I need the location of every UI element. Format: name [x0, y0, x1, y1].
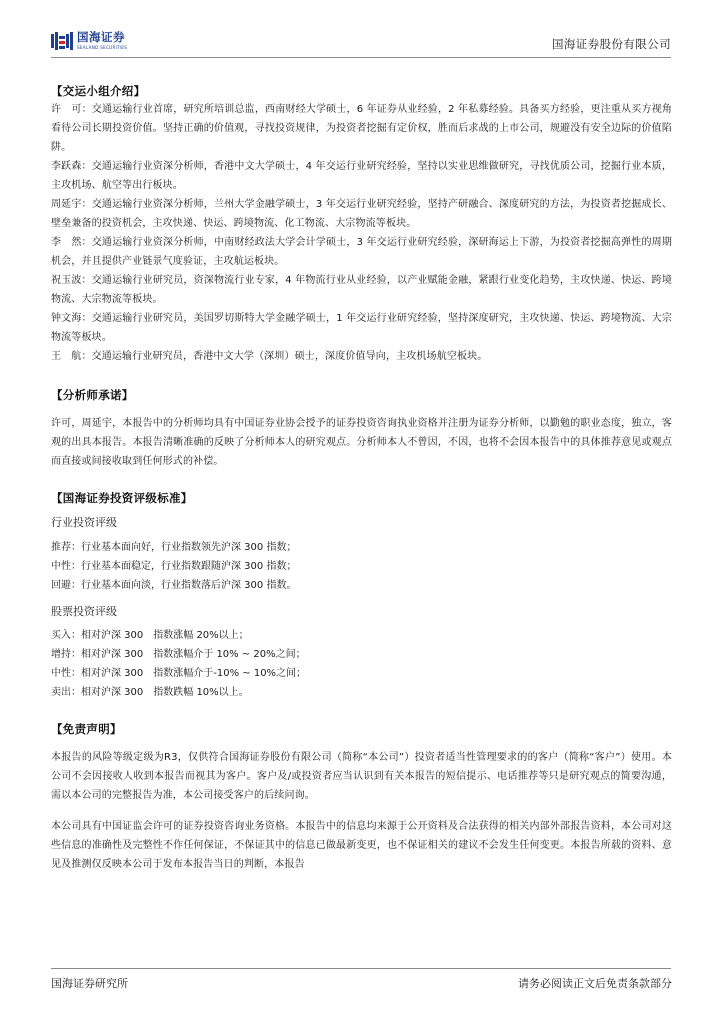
member-entry: 钟文海：交通运输行业研究员，美国罗切斯特大学金融学硕士，1 年交运行业研究经验，坚持深度研究，主攻快递、快运、跨境物流、大宗物流等板块。 — [51, 313, 672, 343]
page-header — [51, 27, 671, 57]
industry-rating-title: 行业投资评级 — [51, 516, 117, 529]
member-entry: 祝玉波：交通运输行业研究员，资深物流行业专家，4 年物流行业从业经验，以产业赋能金融，紧跟行业变化趋势，主攻快递、快运、跨境物流、大宗物流等板块。 — [51, 275, 672, 305]
main-content — [51, 78, 672, 874]
footer-divider — [51, 968, 671, 969]
rating-item: 中性：相对沪深 300 指数涨幅介于-10% ~ 10%之间； — [51, 668, 307, 679]
stock-rating-list — [51, 626, 672, 702]
sealand-logo-icon — [51, 32, 73, 50]
team-members — [51, 100, 672, 366]
footer-institute: 国海证券研究所 — [51, 977, 128, 990]
disclaimer-paragraph-1: 本报告的风险等级定级为R3，仅供符合国海证券股份有限公司（简称“本公司”）投资者适当性管理要求的的客户（简称“客户”）使用。本公司不会因接收人收到本报告而视其为客户。客户及/或投资者应当认识到有关本报告的短信提示、电话推荐等只是研究观点的简要沟通，需以本公司的完整报告为准，本公司接受客户的后续问询。 — [51, 752, 672, 801]
header-divider — [51, 57, 671, 58]
stock-rating-title: 股票投资评级 — [51, 605, 117, 618]
commitment-text: 许可，周延宇，本报告中的分析师均具有中国证券业协会授予的证券投资咨询执业资格并注册为证券分析师，以勤勉的职业态度，独立，客观的出具本报告。本报告清晰准确的反映了分析师本人的研究观点。分析师本人不曾因，不因，也将不会因本报告中的具体推荐意见或观点而直接或间接收取到任何形式的补偿。 — [51, 418, 672, 467]
member-entry: 许 可：交通运输行业首席，研究所培训总监，西南财经大学硕士，6 年证券从业经验，2 年私募经验。具备买方经验，更注重从买方视角看待公司长期投资价值。坚持正确的价值观，寻找投资规律，为投资者挖掘有定价权，胜而后求战的上市公司，规避没有安全边际的价值陷阱。 — [51, 104, 672, 153]
commitment-section-title: 【分析师承诺】 — [51, 388, 134, 402]
industry-rating-list — [51, 538, 672, 595]
rating-item: 卖出：相对沪深 300 指数跌幅 10%以上。 — [51, 687, 249, 698]
logo-cn-text: 国海证券 — [77, 30, 125, 45]
rating-item: 增持：相对沪深 300 指数涨幅介于 10% ~ 20%之间； — [51, 649, 306, 660]
header-company-name: 国海证券股份有限公司 — [552, 37, 671, 51]
member-entry: 李跃森：交通运输行业资深分析师，香港中文大学硕士，4 年交运行业研究经验，坚持以实业思维做研究，寻找优质公司，挖掘行业本质，主攻机场、航空等出行板块。 — [51, 161, 672, 191]
rating-item: 推荐：行业基本面向好，行业指数领先沪深 300 指数； — [51, 542, 297, 553]
rating-item: 回避：行业基本面向淡，行业指数落后沪深 300 指数。 — [51, 580, 297, 591]
footer-notice: 请务必阅读正文后免责条款部分 — [518, 977, 672, 990]
member-entry: 王 航：交通运输行业研究员，香港中文大学（深圳）硕士，深度价值导向，主攻机场航空板块。 — [51, 351, 488, 362]
logo-en-text: SEALAND SECURITIES — [77, 44, 128, 50]
company-logo — [51, 31, 127, 51]
team-section-title: 【交运小组介绍】 — [51, 84, 146, 98]
rating-section-title: 【国海证券投资评级标准】 — [51, 491, 193, 505]
disclaimer-paragraph-2: 本公司具有中国证监会许可的证券投资咨询业务资格。本报告中的信息均来源于公开资料及合法获得的相关内部外部报告资料，本公司对这些信息的准确性及完整性不作任何保证，不保证其中的信息已做最新变更，也不保证相关的建议不会发生任何变更。本报告所载的资料、意见及推测仅反映本公司于发布本报告当日的判断，本报告 — [51, 821, 672, 870]
rating-item: 中性：行业基本面稳定，行业指数跟随沪深 300 指数； — [51, 561, 297, 572]
rating-item: 买入：相对沪深 300 指数涨幅 20%以上； — [51, 630, 249, 641]
disclaimer-section-title: 【免责声明】 — [51, 722, 122, 736]
member-entry: 周延宇：交通运输行业资深分析师，兰州大学金融学硕士，3 年交运行业研究经验，坚持产研融合、深度研究的方法，为投资者挖掘成长、壁垒兼备的投资机会，主攻快递、快运、跨境物流、化工物流、大宗物流等板块。 — [51, 199, 672, 229]
member-entry: 李 然：交通运输行业资深分析师，中南财经政法大学会计学硕士，3 年交运行业研究经验，深研海运上下游，为投资者挖掘高弹性的周期机会，并且提供产业链景气度验证，主攻航运板块。 — [51, 237, 672, 267]
